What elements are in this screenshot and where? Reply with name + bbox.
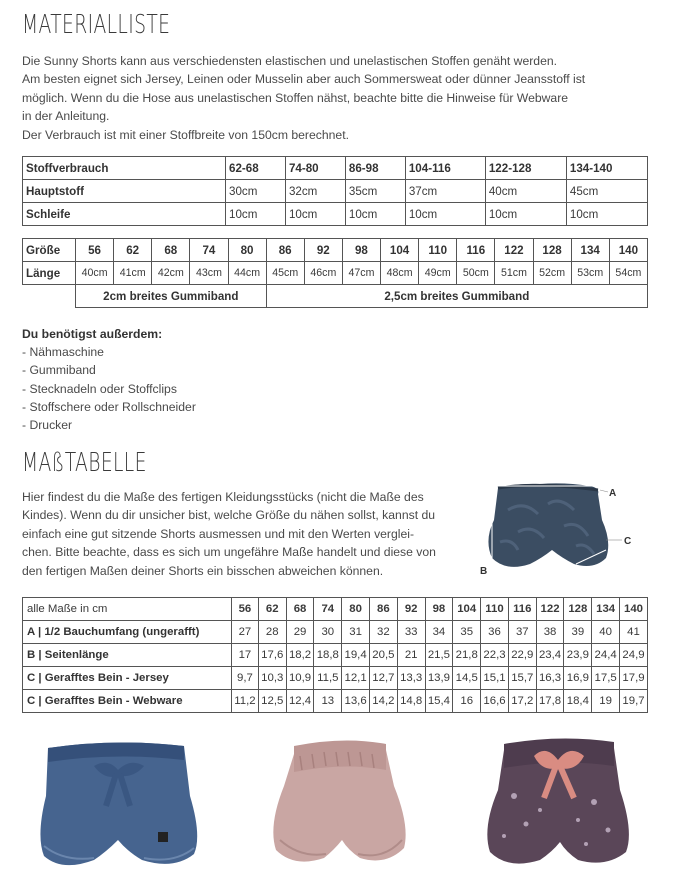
table-row: [23, 644, 648, 667]
table-cell: 18,2: [286, 644, 314, 667]
length-cell: 40cm: [76, 262, 114, 285]
length-cell: 54cm: [609, 262, 647, 285]
table-header-cell: Stoffverbrauch: [23, 157, 226, 180]
table-cell: 30: [314, 621, 342, 644]
size-cell: 92: [304, 239, 342, 262]
table-header-cell: 86-98: [345, 157, 405, 180]
table-row: [23, 598, 648, 621]
table-cell: 21: [397, 644, 425, 667]
table-row: [23, 180, 648, 203]
band-small-cell: 2cm breites Gummiband: [76, 285, 267, 308]
table-cell: 17,5: [592, 667, 620, 690]
size-cell: 134: [571, 239, 609, 262]
table-cell: 12,1: [342, 667, 370, 690]
length-cell: 46cm: [304, 262, 342, 285]
size-cell: 92: [397, 598, 425, 621]
table-cell: 15,1: [481, 667, 509, 690]
length-cell: 48cm: [381, 262, 419, 285]
materialliste-heading: MATERIALLISTE: [22, 10, 171, 40]
list-item: - Stecknadeln oder Stoffclips: [22, 381, 177, 396]
size-cell: 110: [419, 239, 457, 262]
row-label-cell: A | 1/2 Bauchumfang (ungerafft): [23, 621, 232, 644]
table-cell: 14,5: [453, 667, 481, 690]
table-cell: 32: [369, 621, 397, 644]
length-cell: 43cm: [190, 262, 228, 285]
table-cell: 16,6: [481, 690, 509, 713]
length-cell: 42cm: [152, 262, 190, 285]
intro-line: möglich. Wenn du die Hose aus unelastischen Stoffen nähst, beachte bitte die Hinweise für Webware: [22, 90, 569, 105]
length-cell: 53cm: [571, 262, 609, 285]
flower-dot: [511, 793, 517, 799]
diagram-label-b: B: [480, 566, 488, 577]
flower-dot: [538, 808, 542, 812]
table-cell: 13,6: [342, 690, 370, 713]
length-cell: 52cm: [533, 262, 571, 285]
table-header-cell: 122-128: [485, 157, 566, 180]
length-cell: 44cm: [228, 262, 266, 285]
intro-line: chen. Bitte beachte, dass es sich um ungefähre Maße handelt und diese von: [22, 545, 436, 560]
elastic-length-table: [22, 238, 648, 308]
table-cell: 10cm: [405, 203, 485, 226]
table-cell: 13,9: [425, 667, 453, 690]
shorts-shape: [40, 742, 197, 865]
table-cell: 14,8: [397, 690, 425, 713]
table-cell: 23,4: [536, 644, 564, 667]
table-cell: 19,4: [342, 644, 370, 667]
intro-line: Die Sunny Shorts kann aus verschiedensten elastischen und unelastischen Stoffen genäht werden.: [22, 54, 558, 68]
table-cell: 10cm: [226, 203, 286, 226]
table-cell: 19: [592, 690, 620, 713]
row-label-cell: B | Seitenlänge: [23, 644, 232, 667]
table-row: [23, 667, 648, 690]
measurement-diagram: [478, 480, 648, 580]
table-cell: 35: [453, 621, 481, 644]
diagram-label-a: A: [609, 488, 617, 499]
table-cell: Schleife: [23, 203, 226, 226]
table-cell: 30cm: [226, 180, 286, 203]
diagram-label-c: C: [624, 536, 632, 547]
table-cell: 45cm: [566, 180, 647, 203]
table-cell: 17: [232, 644, 259, 667]
photo-floral-shorts: [474, 736, 644, 876]
table-cell: 16,3: [536, 667, 564, 690]
size-cell: 140: [609, 239, 647, 262]
supplies-title: Du benötigst außerdem:: [22, 327, 163, 341]
table-cell: 28: [258, 621, 286, 644]
table-cell: 21,8: [453, 644, 481, 667]
table-header-cell: 134-140: [566, 157, 647, 180]
size-cell: 80: [228, 239, 266, 262]
row-label-cell: C | Gerafftes Bein - Jersey: [23, 667, 232, 690]
table-cell: 34: [425, 621, 453, 644]
label-tag: [158, 832, 168, 842]
intro-line: Kindes). Wenn du dir unsicher bist, welche Größe du nähen sollst, kannst du: [22, 508, 436, 523]
size-cell: 128: [533, 239, 571, 262]
size-cell: 68: [152, 239, 190, 262]
photo-rose-shorts: [254, 736, 424, 876]
length-cell: 45cm: [266, 262, 304, 285]
table-header-cell: 62-68: [226, 157, 286, 180]
table-cell: 36: [481, 621, 509, 644]
intro-line: Der Verbrauch ist mit einer Stoffbreite von 150cm berechnet.: [22, 127, 349, 142]
table-cell: 39: [564, 621, 592, 644]
table-cell: 38: [536, 621, 564, 644]
table-cell: 16,9: [564, 667, 592, 690]
table-cell: 29: [286, 621, 314, 644]
table-cell: 19,7: [620, 690, 648, 713]
table-cell: 22,9: [508, 644, 536, 667]
size-cell: 140: [620, 598, 648, 621]
table-cell: 35cm: [345, 180, 405, 203]
table-row: [23, 262, 648, 285]
table-cell: 18,8: [314, 644, 342, 667]
table-row: [23, 690, 648, 713]
flower-dot: [606, 828, 611, 833]
table-row: [23, 621, 648, 644]
table-cell: 11,5: [314, 667, 342, 690]
fabric-usage-table: [22, 156, 648, 226]
table-cell: 32cm: [285, 180, 345, 203]
list-item: - Nähmaschine: [22, 345, 104, 360]
shorts-shape: [488, 483, 608, 567]
table-header-cell: 74-80: [285, 157, 345, 180]
table-cell: 13,3: [397, 667, 425, 690]
table-cell: 23,9: [564, 644, 592, 667]
length-cell: 41cm: [114, 262, 152, 285]
table-row: [23, 285, 648, 308]
size-cell: 62: [258, 598, 286, 621]
flower-dot: [502, 834, 506, 838]
flower-dot: [524, 822, 529, 827]
size-cell: 110: [481, 598, 509, 621]
table-cell: 24,4: [592, 644, 620, 667]
table-row: [23, 157, 648, 180]
photo-denim-shorts: [34, 736, 204, 876]
table-row: [23, 239, 648, 262]
length-cell: 49cm: [419, 262, 457, 285]
size-cell: 74: [314, 598, 342, 621]
table-cell: 10,3: [258, 667, 286, 690]
table-cell: 16: [453, 690, 481, 713]
length-label-cell: Länge: [23, 262, 76, 285]
table-cell: 33: [397, 621, 425, 644]
label-leader: [600, 490, 608, 492]
size-cell: 86: [266, 239, 304, 262]
flower-dot: [584, 842, 588, 846]
table-cell: 18,4: [564, 690, 592, 713]
table-cell: 10cm: [345, 203, 405, 226]
unit-label-cell: alle Maße in cm: [23, 598, 232, 621]
size-cell: 98: [425, 598, 453, 621]
table-cell: 12,5: [258, 690, 286, 713]
table-cell: 9,7: [232, 667, 259, 690]
size-cell: 104: [381, 239, 419, 262]
band-large-cell: 2,5cm breites Gummiband: [266, 285, 647, 308]
row-label-cell: C | Gerafftes Bein - Webware: [23, 690, 232, 713]
table-cell: 10cm: [485, 203, 566, 226]
table-cell: 40cm: [485, 180, 566, 203]
table-cell: 37cm: [405, 180, 485, 203]
size-cell: 62: [114, 239, 152, 262]
size-cell: 122: [536, 598, 564, 621]
size-cell: 56: [76, 239, 114, 262]
table-cell: 37: [508, 621, 536, 644]
size-cell: 104: [453, 598, 481, 621]
table-cell: 10,9: [286, 667, 314, 690]
size-cell: 98: [342, 239, 380, 262]
table-cell: 12,7: [369, 667, 397, 690]
table-cell: 31: [342, 621, 370, 644]
table-cell: 24,9: [620, 644, 648, 667]
table-header-cell: 104-116: [405, 157, 485, 180]
length-cell: 47cm: [342, 262, 380, 285]
table-cell: 22,3: [481, 644, 509, 667]
additional-supplies: [22, 325, 196, 434]
table-cell: 15,7: [508, 667, 536, 690]
flower-dot: [591, 799, 597, 805]
table-cell: 17,8: [536, 690, 564, 713]
masstabelle-intro: [22, 488, 467, 580]
length-cell: 50cm: [457, 262, 495, 285]
table-row: [23, 203, 648, 226]
size-label-cell: Größe: [23, 239, 76, 262]
table-cell: 10cm: [285, 203, 345, 226]
table-cell: 17,9: [620, 667, 648, 690]
table-cell: 17,2: [508, 690, 536, 713]
masstabelle-heading: MAßTABELLE: [22, 448, 147, 478]
table-cell: 11,2: [232, 690, 259, 713]
list-item: - Drucker: [22, 418, 73, 433]
table-cell: 17,6: [258, 644, 286, 667]
table-cell: Hauptstoff: [23, 180, 226, 203]
table-cell: 15,4: [425, 690, 453, 713]
size-cell: 56: [232, 598, 259, 621]
flower-dot: [576, 818, 580, 822]
intro-line: Am besten eignet sich Jersey, Leinen oder Musselin aber auch Sommersweat oder dünner Jeansstoff ist: [22, 72, 586, 87]
length-cell: 51cm: [495, 262, 533, 285]
size-cell: 122: [495, 239, 533, 262]
table-cell: 41: [620, 621, 648, 644]
size-cell: 86: [369, 598, 397, 621]
table-cell: 14,2: [369, 690, 397, 713]
size-cell: 116: [457, 239, 495, 262]
size-cell: 68: [286, 598, 314, 621]
intro-line: den fertigen Maßen deiner Shorts ein bisschen abweichen können.: [22, 563, 384, 578]
size-cell: 134: [592, 598, 620, 621]
size-cell: 80: [342, 598, 370, 621]
table-cell: 21,5: [425, 644, 453, 667]
size-cell: 128: [564, 598, 592, 621]
table-cell: 20,5: [369, 644, 397, 667]
table-cell: 27: [232, 621, 259, 644]
size-cell: 116: [508, 598, 536, 621]
table-cell: 12,4: [286, 690, 314, 713]
intro-line: einfach eine gut sitzende Shorts ausmessen und mit den Werten verglei-: [22, 526, 415, 541]
table-cell: 13: [314, 690, 342, 713]
materialliste-intro: [22, 52, 662, 144]
list-item: - Gummiband: [22, 363, 96, 378]
list-item: - Stoffschere oder Rollschneider: [22, 399, 196, 414]
table-cell: 40: [592, 621, 620, 644]
size-cell: 74: [190, 239, 228, 262]
intro-line: in der Anleitung.: [22, 109, 110, 124]
table-cell: 10cm: [566, 203, 647, 226]
empty-cell: [23, 285, 76, 308]
measurement-table: [22, 597, 648, 713]
intro-line: Hier findest du die Maße des fertigen Kleidungsstücks (nicht die Maße des: [22, 490, 424, 504]
